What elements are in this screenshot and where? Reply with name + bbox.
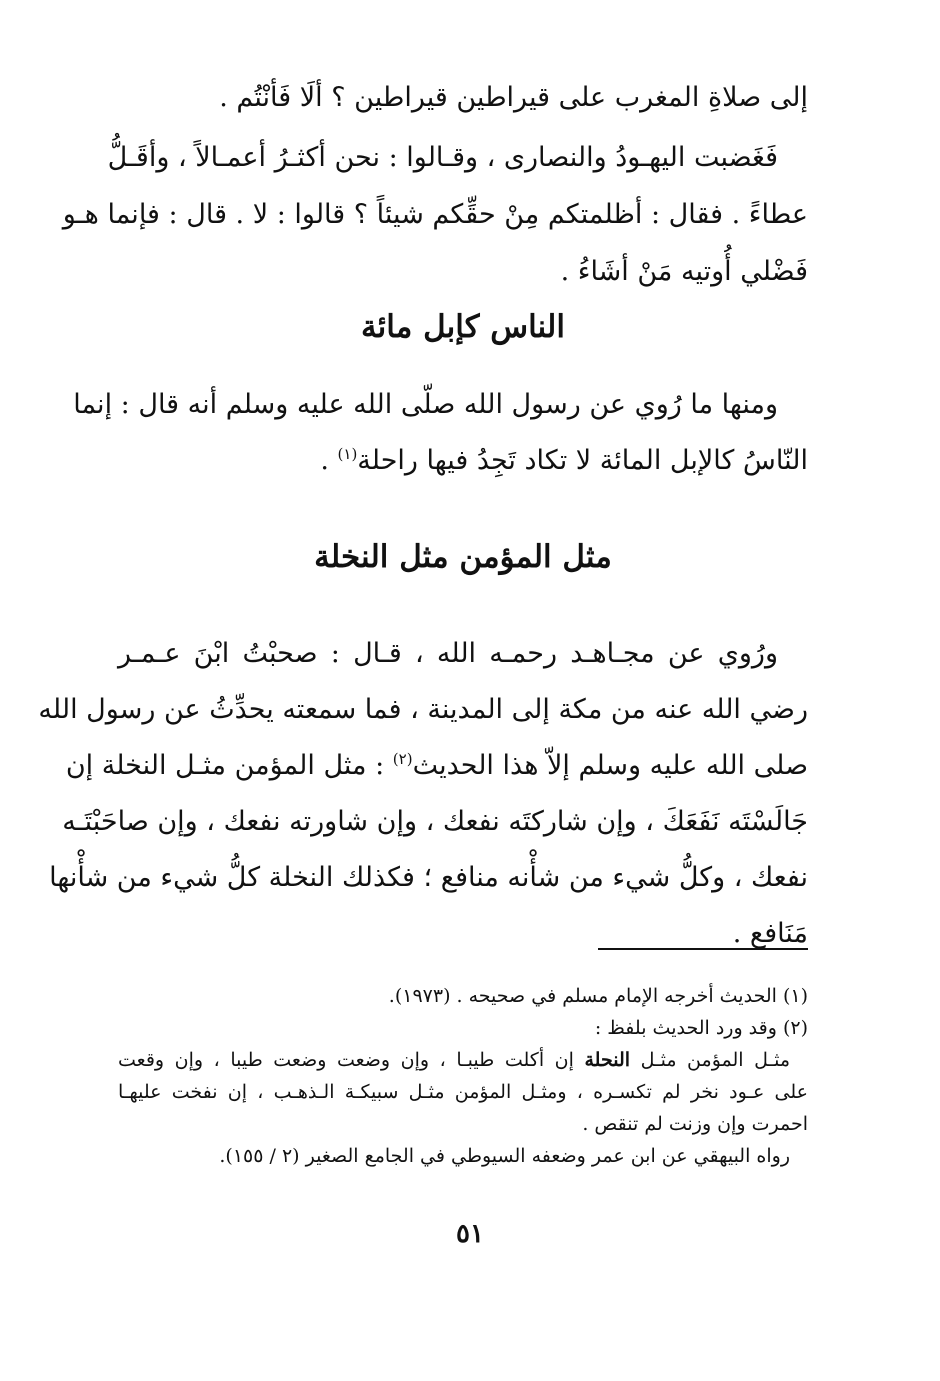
text-line: ومنها ما رُوي عن رسول الله صلّى الله عليه وسلم أنه قال : إنما (73, 389, 778, 420)
text-line: ورُوي عن مجـاهـد رحمـه الله ، قـال : صحبْتُ ابْنَ عـمـر (118, 638, 778, 669)
text-span: النّاسُ كالإبل المائة لا تكاد تَجِدُ فيها راحلة (357, 445, 808, 476)
text-span: إن أكلت طيبـا ، وإن وضعت وضعت طيبا ، وإن وقعت (118, 1049, 574, 1071)
text-line: نفعك ، وكلُّ شيء من شأْنه منافع ؛ فكذلك النخلة كلُّ شيء من شأْنها (49, 862, 808, 893)
text-span: مثـل المؤمن مثـل (640, 1049, 790, 1071)
text-line: جَالَسْتَه نَفَعَكَ ، وإن شاركتَه نفعك ، وإن شاورته نفعك ، وإن صاحَبْتَـه (62, 806, 808, 837)
text-line: إلى صلاةِ المغرب على قيراطين قيراطين ؟ ألَا فَأنْتُم . (219, 82, 808, 113)
footnote-quote-line: على عـود نخر لم تكسـره ، ومثـل المؤمن مثـل سبيكـة الـذهـب ، إن نفخت عليهـا (118, 1081, 808, 1103)
footnote-ref-2[interactable]: (٢) (392, 750, 413, 768)
footnote-quote-line (118, 1044, 808, 1076)
text-span: صلى الله عليه وسلم إلاّ هذا الحديث (412, 750, 808, 781)
page-number: ٥١ (456, 1219, 484, 1249)
paragraph-1 (62, 130, 808, 300)
text-line: عطاءً . فقال : أظلمتكم مِنْ حقِّكم شيئاً ؟ قالوا : لا . قال : فإنما هـو (62, 199, 808, 230)
paragraph-2 (73, 377, 808, 489)
text-span: : مثل المؤمن مثـل النخلة إن (65, 750, 385, 781)
text-line: مَنَافع . (732, 918, 808, 949)
footnotes (118, 980, 808, 1172)
continuation-paragraph (118, 70, 808, 126)
footnote-1: (١) الحديث أخرجه الإمام مسلم في صحيحه . (١٩٧٣). (388, 985, 808, 1007)
text-span: النحلة (584, 1049, 631, 1071)
text-line (65, 738, 808, 794)
text-line: رضي الله عنه من مكة إلى المدينة ، فما سمعته يحدِّثُ عن رسول الله (38, 694, 808, 725)
paragraph-3 (38, 626, 808, 962)
section-heading-2: مثل المؤمن مثل النخلة (314, 539, 612, 575)
text-line: فَغَضبت اليهـودُ والنصارى ، وقـالوا : نحن أكثـرُ أعمـالاً ، وأقَـلُّ (107, 142, 778, 173)
footnote-ref-1[interactable]: (١) (337, 445, 358, 463)
footnote-separator (598, 948, 808, 950)
text-line: فَضْلي أُوتيه مَنْ أشَاءُ . (560, 256, 808, 287)
text-line (118, 433, 808, 489)
footnote-2: (٢) وقد ورد الحديث بلفظ : (594, 1017, 808, 1039)
text-span: . (320, 445, 338, 476)
footnote-source: رواه البيهقي عن ابن عمر وضعفه السيوطي في الجامع الصغير (٢ / ١٥٥). (219, 1145, 790, 1167)
footnote-quote-line: احمرت وإن وزنت لم تنقص . (582, 1113, 808, 1135)
section-heading-1: الناس كإبل مائة (361, 309, 565, 345)
